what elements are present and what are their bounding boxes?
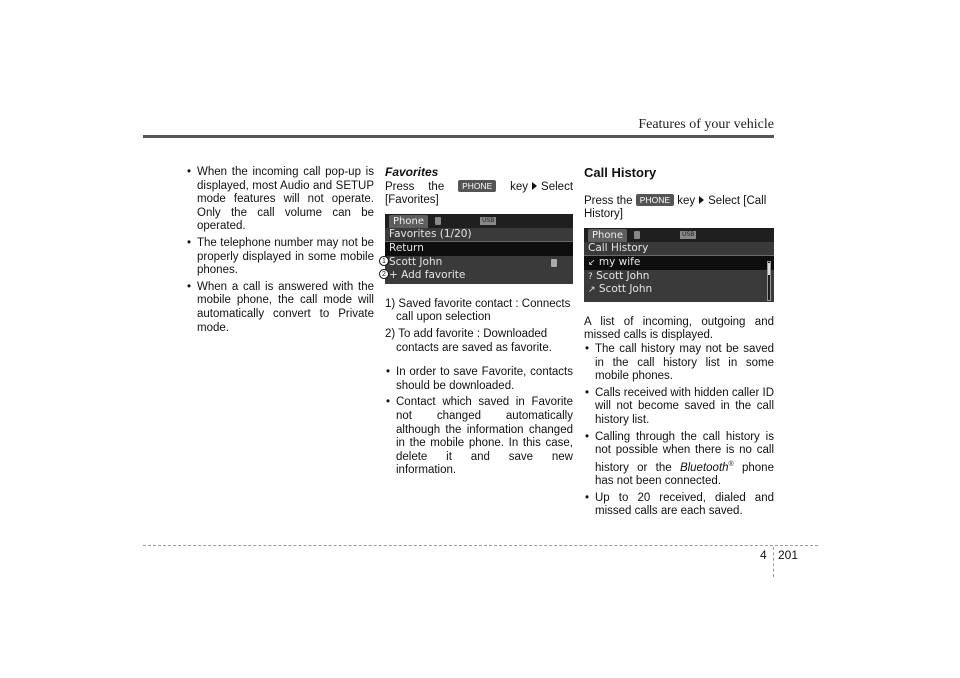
column-right xyxy=(584,166,774,519)
screen-title: Favorites (1/20) xyxy=(389,227,472,240)
select-text: Select [Call History] xyxy=(584,194,767,221)
usb-icon: USB xyxy=(682,230,695,238)
press-text: Press the xyxy=(385,180,445,193)
bullet-item: • The telephone number may not be properly displayed in some mobile phones. xyxy=(186,237,374,278)
screen-status-bar xyxy=(385,214,573,228)
press-text: Press the xyxy=(584,194,633,207)
call-history-intro: A list of incoming, outgoing and missed calls is displayed. xyxy=(584,315,774,342)
page-number: 201 xyxy=(778,548,799,562)
bullet-item: • When the incoming call pop-up is displayed, most Audio and SETUP mode features will not operate. Only the call volume can be operated. xyxy=(186,166,374,234)
bluetooth-icon xyxy=(634,231,640,239)
column-left xyxy=(186,166,374,335)
column-middle xyxy=(382,165,574,478)
bt-bullet-pre: Calling through the call history is not possible when there is no call history or the xyxy=(595,430,774,474)
footer-rule xyxy=(143,545,818,546)
key-text: key xyxy=(510,180,529,193)
screen-row-return: Return xyxy=(385,242,573,255)
call-history-screen xyxy=(584,228,774,302)
missed-call-icon: ? xyxy=(588,271,593,282)
call-history-heading: Call History xyxy=(584,165,657,180)
history-row xyxy=(584,283,774,296)
bluetooth-icon xyxy=(435,217,441,225)
screen-scroll-thumb xyxy=(768,263,770,275)
bullet-item: • When a call is answered with the mobile phone, the call mode will automatically convert to Private mode. xyxy=(186,281,374,335)
arrow-right-icon xyxy=(699,196,704,204)
phone-device-icon xyxy=(551,259,557,267)
registered-mark: ® xyxy=(728,460,734,468)
callout-1: 1 xyxy=(379,256,389,266)
incoming-call-icon: ↙ xyxy=(588,258,596,269)
screen-row-add: + Add favorite xyxy=(389,268,466,281)
favorites-screen xyxy=(382,214,573,284)
bullet-item: • Up to 20 received, dialed and missed calls are each saved. xyxy=(584,492,774,519)
key-text: key xyxy=(677,194,696,207)
footer-separator xyxy=(773,547,774,577)
screen-title: Call History xyxy=(588,241,649,254)
history-contact: Scott John xyxy=(596,269,650,282)
chapter-number: 4 xyxy=(760,548,767,562)
callout-2: 2 xyxy=(379,269,389,279)
contact-name: Scott John xyxy=(389,255,443,268)
favorites-instruction xyxy=(385,180,573,208)
screen-row-contact xyxy=(385,256,573,269)
screen-tab-phone: Phone xyxy=(588,229,627,242)
history-contact: Scott John xyxy=(598,282,653,295)
select-text: Select [Favorites] xyxy=(385,180,574,207)
bullet-item: • The call history may not be saved in the call history list in some mobile phones. xyxy=(584,343,774,384)
outgoing-call-icon: ↗ xyxy=(588,284,596,295)
phone-key-badge: PHONE xyxy=(636,194,674,206)
bullet-item: • Calls received with hidden caller ID will not become saved in the call history list. xyxy=(584,387,774,428)
phone-key-badge: PHONE xyxy=(458,180,496,192)
usb-icon: USB xyxy=(482,216,495,224)
bullet-item: • Contact which saved in Favorite not changed automatically although the information changed in the mobile phone. In this case, delete it and save new information. xyxy=(385,396,573,478)
arrow-right-icon xyxy=(532,182,537,190)
screen-status-bar xyxy=(584,228,774,242)
bullet-item xyxy=(584,431,774,489)
bt-bullet-post: phone has not been connected. xyxy=(595,461,774,488)
bullet-item: • In order to save Favorite, contacts should be downloaded. xyxy=(385,366,573,393)
call-history-instruction xyxy=(584,194,774,222)
header-rule xyxy=(143,135,774,138)
numbered-item: 2) To add favorite : Downloaded contacts are saved as favorite. xyxy=(385,327,552,354)
numbered-item: 1) Saved favorite contact : Connects call upon selection xyxy=(385,297,571,324)
bluetooth-brand: Bluetooth xyxy=(679,461,729,474)
history-row xyxy=(584,256,774,269)
page-header-title: Features of your vehicle xyxy=(638,117,774,132)
favorites-heading: Favorites xyxy=(385,165,439,179)
history-row xyxy=(584,270,774,283)
screen-tab-phone: Phone xyxy=(389,215,428,228)
history-contact: my wife xyxy=(598,256,641,269)
